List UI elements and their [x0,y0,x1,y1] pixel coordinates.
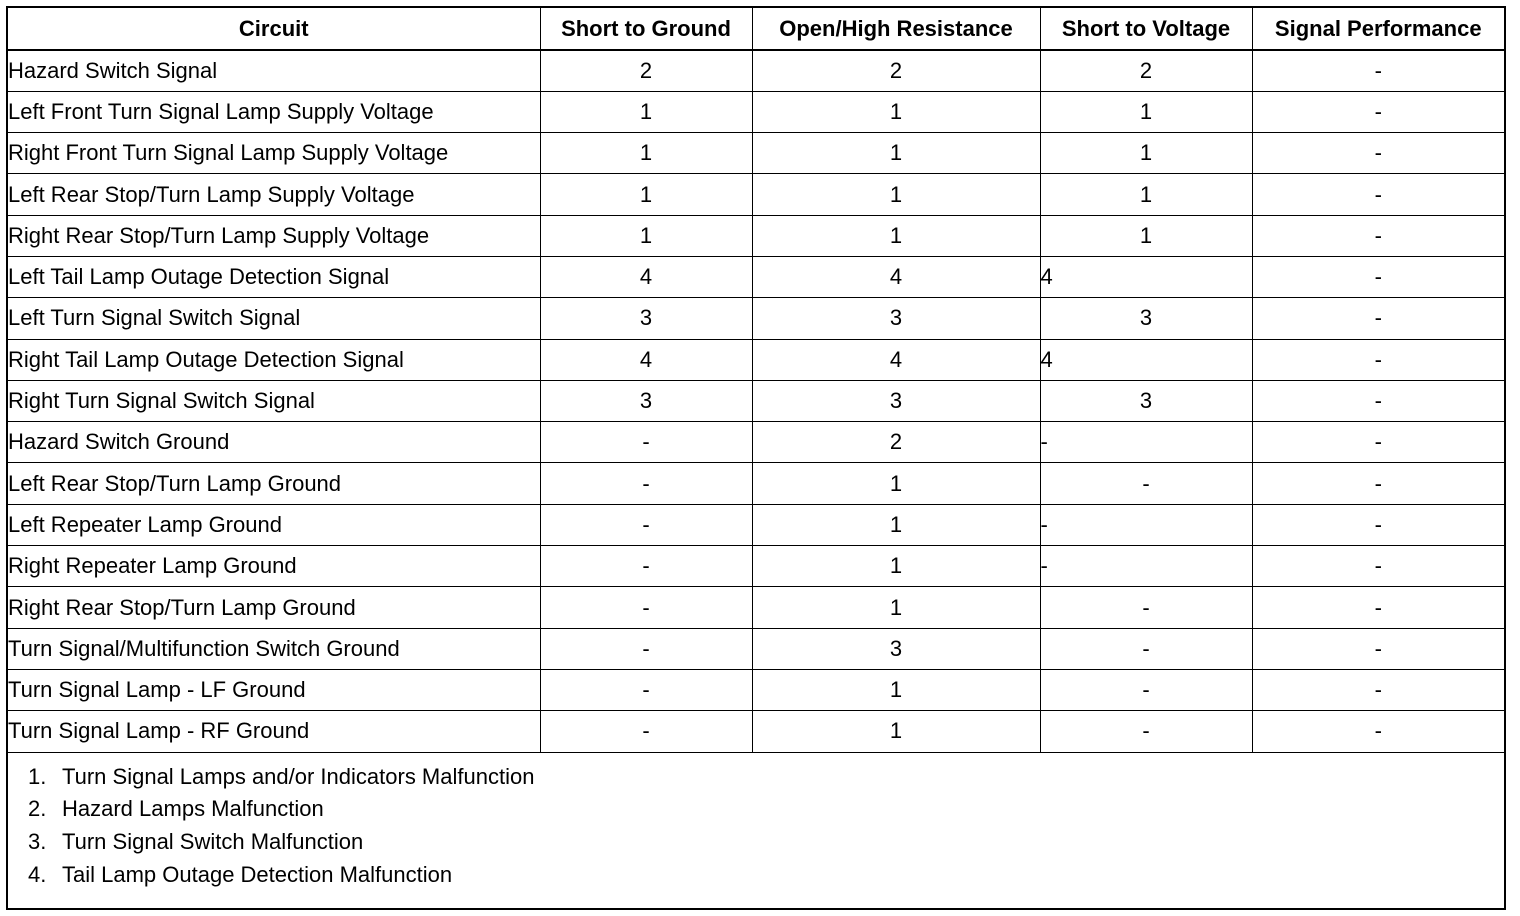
short-to-ground-cell: - [540,587,752,628]
circuit-cell: Hazard Switch Signal [8,50,540,91]
short-to-ground-cell: 1 [540,174,752,215]
short-to-voltage-cell: - [1040,587,1252,628]
short-to-ground-cell: 2 [540,50,752,91]
signal-performance-cell: - [1252,546,1504,587]
signal-performance-cell: - [1252,133,1504,174]
open-high-resistance-cell: 1 [752,463,1040,504]
footnote-text: Turn Signal Lamps and/or Indicators Malfunction [62,763,535,789]
signal-performance-cell: - [1252,669,1504,710]
open-high-resistance-cell: 1 [752,711,1040,752]
short-to-voltage-cell: 2 [1040,50,1252,91]
circuit-cell: Left Rear Stop/Turn Lamp Supply Voltage [8,174,540,215]
short-to-ground-cell: - [540,422,752,463]
circuit-cell: Right Tail Lamp Outage Detection Signal [8,339,540,380]
open-high-resistance-cell: 1 [752,546,1040,587]
signal-performance-cell: - [1252,91,1504,132]
short-to-ground-cell: - [540,504,752,545]
short-to-ground-cell: 3 [540,298,752,339]
open-high-resistance-cell: 1 [752,215,1040,256]
circuit-cell: Right Rear Stop/Turn Lamp Ground [8,587,540,628]
footnote-number: 1. [28,763,47,789]
table-row [8,215,1504,256]
table-row [8,504,1504,545]
table-row [8,669,1504,710]
table-row [8,463,1504,504]
circuit-cell: Right Repeater Lamp Ground [8,546,540,587]
open-high-resistance-cell: 1 [752,91,1040,132]
open-high-resistance-cell: 1 [752,504,1040,545]
signal-performance-cell: - [1252,298,1504,339]
footnote-number: 3. [28,828,47,854]
short-to-voltage-cell: - [1040,711,1252,752]
footnote-text: Hazard Lamps Malfunction [62,796,324,822]
footnote-item [28,826,1504,859]
short-to-ground-cell: 4 [540,256,752,297]
circuit-cell: Left Turn Signal Switch Signal [8,298,540,339]
signal-performance-cell: - [1252,174,1504,215]
short-to-ground-cell: - [540,669,752,710]
circuit-cell: Hazard Switch Ground [8,422,540,463]
table-row [8,256,1504,297]
signal-performance-cell: - [1252,50,1504,91]
short-to-voltage-cell: 1 [1040,174,1252,215]
header-circuit: Circuit [8,8,540,50]
circuit-fault-table [8,8,1504,753]
footnote-number: 4. [28,861,47,887]
circuit-cell: Left Repeater Lamp Ground [8,504,540,545]
footnote-text: Tail Lamp Outage Detection Malfunction [62,861,453,887]
open-high-resistance-cell: 1 [752,669,1040,710]
signal-performance-cell: - [1252,628,1504,669]
table-row [8,91,1504,132]
signal-performance-cell: - [1252,422,1504,463]
short-to-voltage-cell: - [1040,669,1252,710]
short-to-ground-cell: - [540,628,752,669]
open-high-resistance-cell: 2 [752,50,1040,91]
table-row [8,711,1504,752]
circuit-cell: Right Turn Signal Switch Signal [8,380,540,421]
open-high-resistance-cell: 3 [752,380,1040,421]
circuit-cell: Turn Signal Lamp - RF Ground [8,711,540,752]
signal-performance-cell: - [1252,463,1504,504]
short-to-ground-cell: 1 [540,215,752,256]
short-to-ground-cell: - [540,463,752,504]
footnote-text: Turn Signal Switch Malfunction [62,828,364,854]
circuit-cell: Right Front Turn Signal Lamp Supply Voltage [8,133,540,174]
signal-performance-cell: - [1252,339,1504,380]
short-to-voltage-cell: 1 [1040,133,1252,174]
signal-performance-cell: - [1252,587,1504,628]
signal-performance-cell: - [1252,380,1504,421]
circuit-cell: Left Tail Lamp Outage Detection Signal [8,256,540,297]
signal-performance-cell: - [1252,711,1504,752]
open-high-resistance-cell: 1 [752,133,1040,174]
table-row [8,587,1504,628]
footnote-number: 2. [28,796,47,822]
table-row [8,298,1504,339]
short-to-ground-cell: - [540,711,752,752]
diagnostic-table-frame [6,6,1506,910]
table-row [8,339,1504,380]
table-row [8,50,1504,91]
open-high-resistance-cell: 1 [752,587,1040,628]
signal-performance-cell: - [1252,215,1504,256]
header-open-high-resistance: Open/High Resistance [752,8,1040,50]
table-row [8,174,1504,215]
circuit-cell: Turn Signal/Multifunction Switch Ground [8,628,540,669]
short-to-voltage-cell: - [1040,546,1252,587]
short-to-ground-cell: - [540,546,752,587]
open-high-resistance-cell: 3 [752,628,1040,669]
table-row [8,380,1504,421]
header-row [8,8,1504,50]
header-signal-performance: Signal Performance [1252,8,1504,50]
footnote-item [28,793,1504,826]
short-to-voltage-cell: - [1040,504,1252,545]
circuit-cell: Left Rear Stop/Turn Lamp Ground [8,463,540,504]
short-to-voltage-cell: 1 [1040,91,1252,132]
short-to-voltage-cell: 4 [1040,339,1252,380]
short-to-ground-cell: 3 [540,380,752,421]
table-row [8,546,1504,587]
short-to-voltage-cell: 1 [1040,215,1252,256]
short-to-voltage-cell: - [1040,628,1252,669]
open-high-resistance-cell: 2 [752,422,1040,463]
short-to-voltage-cell: 3 [1040,298,1252,339]
footnotes [8,753,1504,892]
open-high-resistance-cell: 1 [752,174,1040,215]
footnote-item [28,761,1504,794]
footnote-item [28,859,1504,892]
table-row [8,133,1504,174]
short-to-voltage-cell: - [1040,422,1252,463]
short-to-voltage-cell: 4 [1040,256,1252,297]
short-to-ground-cell: 4 [540,339,752,380]
signal-performance-cell: - [1252,504,1504,545]
open-high-resistance-cell: 4 [752,256,1040,297]
circuit-cell: Turn Signal Lamp - LF Ground [8,669,540,710]
signal-performance-cell: - [1252,256,1504,297]
open-high-resistance-cell: 4 [752,339,1040,380]
table-row [8,422,1504,463]
circuit-cell: Right Rear Stop/Turn Lamp Supply Voltage [8,215,540,256]
short-to-voltage-cell: 3 [1040,380,1252,421]
short-to-ground-cell: 1 [540,133,752,174]
short-to-ground-cell: 1 [540,91,752,132]
circuit-cell: Left Front Turn Signal Lamp Supply Voltage [8,91,540,132]
short-to-voltage-cell: - [1040,463,1252,504]
open-high-resistance-cell: 3 [752,298,1040,339]
header-short-to-voltage: Short to Voltage [1040,8,1252,50]
table-row [8,628,1504,669]
header-short-to-ground: Short to Ground [540,8,752,50]
